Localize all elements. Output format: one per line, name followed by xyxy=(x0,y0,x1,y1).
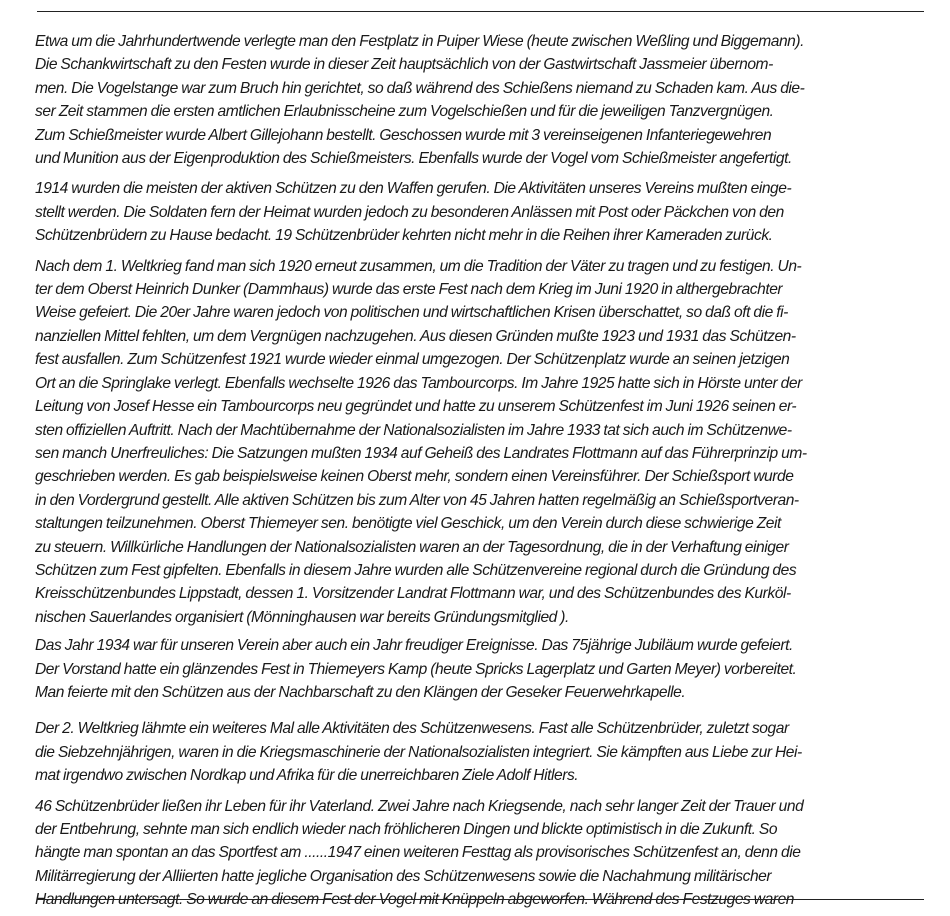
text-line: men. Die Vogelstange war zum Bruch hin gerichtet, so daß während des Schießens niemand zu Schaden kam. Aus die- xyxy=(35,79,805,97)
text-line: nanziellen Mittel fehlten, um dem Vergnügen nachzugehen. Aus diesen Gründen mußte 1923 und 1931 das Schützen- xyxy=(35,327,796,345)
paragraph xyxy=(35,30,925,170)
paragraph xyxy=(35,177,925,247)
text-line: Das Jahr 1934 war für unseren Verein aber auch ein Jahr freudiger Ereignisse. Das 75jährige Jubiläum wurde gefeiert. xyxy=(35,637,793,655)
paragraph xyxy=(35,717,925,787)
text-line: 1914 wurden die meisten der aktiven Schützen zu den Waffen gerufen. Die Aktivitäten unseres Vereins mußten einge- xyxy=(35,180,792,198)
text-line: Schützenbrüdern zu Hause bedacht. 19 Schützenbrüder kehrten nicht mehr in die Reihen ihrer Kameraden zurück. xyxy=(35,227,773,245)
text-line: staltungen teilzunehmen. Oberst Thiemeyer sen. benötigte viel Geschick, um den Verein durch diese schwierige Zeit xyxy=(35,515,781,533)
text-line: ser Zeit stammen die ersten amtlichen Erlaubnisscheine zum Vogelschießen und für die jeweiligen Tanzvergnügen. xyxy=(35,103,774,121)
text-line: zu steuern. Willkürliche Handlungen der Nationalsozialisten waren an der Tagesordnung, die in der Verhaftung einiger xyxy=(35,538,789,556)
text-line: die Siebzehnjährigen, waren in die Kriegsmaschinerie der Nationalsozialisten integriert. Sie kämpften aus Liebe zur Hei- xyxy=(35,743,802,761)
text-line: nischen Sauerlandes organisiert (Mönninghausen war bereits Gründungsmitglied ). xyxy=(35,608,569,626)
text-line: sten offiziellen Auftritt. Nach der Machtübernahme der Nationalsozialisten im Jahre 1933 tat sich auch im Schützenwe- xyxy=(35,421,792,439)
paragraph xyxy=(35,255,925,630)
document-body xyxy=(35,30,925,912)
text-line: hängte man spontan an das Sportfest am ......1947 einen weiteren Festtag als provisorisches Schützenfest an, denn die xyxy=(35,844,801,862)
text-line: Weise gefeiert. Die 20er Jahre waren jedoch von politischen und wirtschaftlichen Krisen überschattet, so daß oft die fi- xyxy=(35,304,788,322)
text-line: Der 2. Weltkrieg lähmte ein weiteres Mal alle Aktivitäten des Schützenwesens. Fast alle Schützenbrüder, zuletzt sogar xyxy=(35,720,789,738)
top-rule xyxy=(37,11,924,12)
text-line: Nach dem 1. Weltkrieg fand man sich 1920 erneut zusammen, um die Tradition der Väter zu tragen und zu festigen. Un- xyxy=(35,257,802,275)
text-line: Etwa um die Jahrhundertwende verlegte man den Festplatz in Puiper Wiese (heute zwischen Weßling und Biggemann). xyxy=(35,33,805,50)
text-line: Ort an die Springlake verlegt. Ebenfalls wechselte 1926 das Tambourcorps. Im Jahre 1925 hatte sich in Hörste unter der xyxy=(35,374,802,392)
text-line: mat irgendwo zwischen Nordkap und Afrika für die unerreichbaren Ziele Adolf Hitlers. xyxy=(35,767,579,785)
text-line: Der Vorstand hatte ein glänzendes Fest in Thiemeyers Kamp (heute Spricks Lagerplatz und Garten Meyer) vorbereitet. xyxy=(35,660,797,678)
text-line: und Munition aus der Eigenproduktion des Schießmeisters. Ebenfalls wurde der Vogel vom Schießmeister angefertigt. xyxy=(35,150,792,168)
text-line: Die Schankwirtschaft zu den Festen wurde in dieser Zeit hauptsächlich von der Gastwirtschaft Jassmeier übernom- xyxy=(35,56,773,74)
text-line: geschrieben werden. Es gab beispielsweise keinen Oberst mehr, sondern einen Vereinsführer. Der Schießsport wurde xyxy=(35,468,794,486)
text-line: stellt werden. Die Soldaten fern der Heimat wurden jedoch zu besonderen Anlässen mit Post oder Päckchen von den xyxy=(35,203,784,221)
text-line: in den Vordergrund gestellt. Alle aktiven Schützen bis zum Alter von 45 Jahren hatten regelmäßig an Schießsportveran- xyxy=(35,491,799,509)
text-line: der Entbehrung, sehnte man sich endlich wieder nach fröhlicheren Dingen und blickte optimistisch in die Zukunft. So xyxy=(35,821,778,838)
text-line: 46 Schützenbrüder ließen ihr Leben für ihr Vaterland. Zwei Jahre nach Kriegsende, nach sehr langer Zeit der Trauer und xyxy=(35,797,804,815)
text-line: Leitung von Josef Hesse ein Tambourcorps neu gegründet und hatte zu unserem Schützenfest im Juni 1926 seinen er- xyxy=(35,398,797,416)
text-line: Man feierte mit den Schützen aus der Nachbarschaft zu den Klängen der Geseker Feuerwehrkapelle. xyxy=(35,683,686,701)
text-line: sen manch Unerfreuliches: Die Satzungen mußten 1934 auf Geheiß des Landrates Flottmann auf das Führerprinzip um- xyxy=(35,444,807,462)
text-line: Zum Schießmeister wurde Albert Gillejohann bestellt. Geschossen wurde mit 3 vereinseigenen Infanteriegewehren xyxy=(35,126,772,144)
text-line: Kreisschützenbundes Lippstadt, dessen 1. Vorsitzender Landrat Flottmann war, und des Schützenbundes des Kurköl- xyxy=(35,585,791,603)
text-line: Militärregierung der Alliierten hatte jegliche Organisation des Schützenwesens sowie die Nachahmung militärischer xyxy=(35,867,772,885)
text-line: ter dem Oberst Heinrich Dunker (Dammhaus) wurde das erste Fest nach dem Krieg im Juni 1920 in althergebrachter xyxy=(35,281,783,299)
paragraph xyxy=(35,634,925,704)
paragraph xyxy=(35,795,925,912)
text-line: Handlungen untersagt. So wurde an diesem Fest der Vogel mit Knüppeln abgeworfen. Während des Festzuges waren xyxy=(35,891,795,909)
text-line: Schützen zum Fest gipfelten. Ebenfalls in diesem Jahre wurden alle Schützenvereine regional durch die Gründung des xyxy=(35,561,797,579)
bottom-rule xyxy=(37,899,924,900)
text-line: fest ausfallen. Zum Schützenfest 1921 wurde wieder einmal umgezogen. Der Schützenplatz wurde an seinen jetzigen xyxy=(35,351,790,369)
